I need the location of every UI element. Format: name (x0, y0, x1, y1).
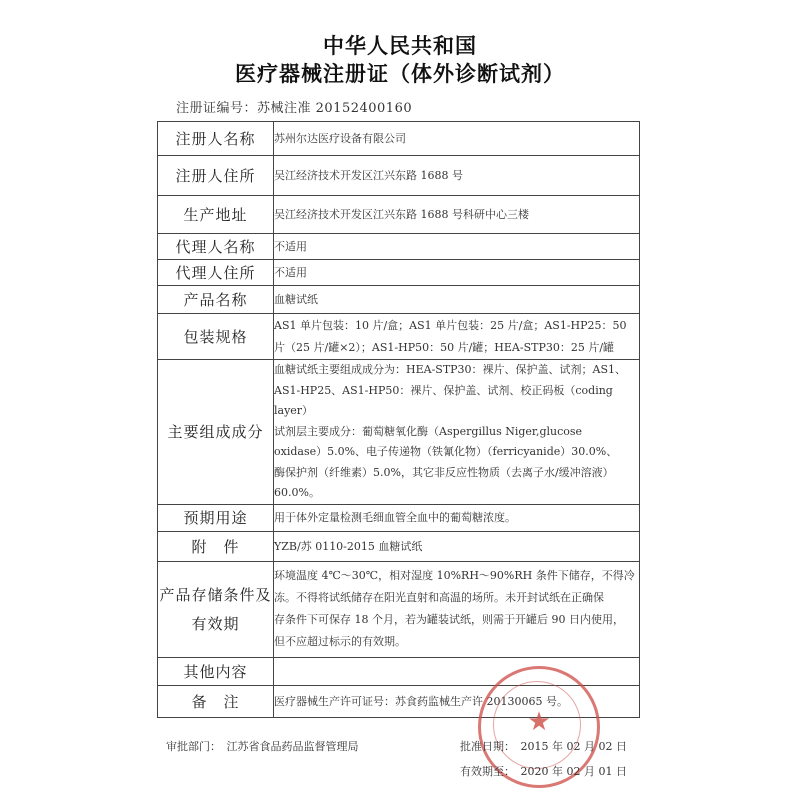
packaging-line: AS1 单片包装：10 片/盒；AS1 单片包装：25 片/盒；AS1-HP25：50 (274, 318, 627, 332)
storage-label-line: 产品存储条件及 (159, 586, 272, 604)
label-agent-name: 代理人名称 (158, 234, 274, 260)
composition-line: 血糖试纸主要组成成分为：HEA-STP30：裸片、保护盖、试剂；AS1、 (274, 363, 627, 376)
label-production-address: 生产地址 (158, 196, 274, 234)
row-agent-address (158, 260, 640, 286)
issuing-authority: 审批部门： 江苏省食品药品监督管理局 (166, 740, 359, 753)
row-product-name (158, 286, 640, 314)
certificate-title: 医疗器械注册证（体外诊断试剂） (235, 61, 565, 86)
storage-line: 冻。不得将试纸储存在阳光直射和高温的场所。未开封试纸在正确保 (274, 591, 604, 604)
value-composition (274, 360, 640, 505)
value-intended-use: 用于体外定量检测毛细血管全血中的葡萄糖浓度。 (274, 504, 640, 531)
value-packaging (274, 314, 640, 360)
row-packaging (158, 314, 640, 360)
approval-date: 批准日期： 2015 年 02 月 02 日 (460, 740, 627, 753)
composition-line: 酶保护剂（纤维素）5.0%，其它非反应性物质（去离子水/缓冲溶液） (274, 465, 614, 479)
value-agent-address: 不适用 (274, 260, 640, 286)
composition-line: AS1-HP25、AS1-HP50：裸片、保护盖、试剂、校正码板（coding layer） (274, 383, 613, 417)
storage-label-line: 有效期 (191, 615, 240, 633)
label-agent-address: 代理人住所 (158, 260, 274, 286)
composition-line: 试剂层主要成分：葡萄糖氧化酶（Aspergillus Niger,glucose (274, 424, 583, 438)
storage-line: 但不应超过标示的有效期。 (274, 635, 406, 648)
row-attachment (158, 531, 640, 561)
label-registrant-address: 注册人住所 (158, 156, 274, 196)
label-storage-validity (158, 561, 274, 657)
row-composition (158, 360, 640, 505)
value-remarks: 医疗器械生产许可证号：苏食药监械生产许 20130065 号。 (274, 685, 640, 717)
row-registrant-address (158, 156, 640, 196)
label-product-name: 产品名称 (158, 286, 274, 314)
label-registrant-name: 注册人名称 (158, 122, 274, 156)
value-attachment: YZB/苏 0110-2015 血糖试纸 (274, 531, 640, 561)
row-intended-use (158, 504, 640, 531)
label-attachment: 附 件 (158, 531, 274, 561)
composition-line: 60.0%。 (274, 486, 320, 499)
storage-line: 存条件下可保存 18 个月，若为罐装试纸，则需于开罐后 90 日内使用， (274, 613, 624, 626)
seal-star-icon: ★ (527, 707, 551, 737)
row-registrant-name (158, 122, 640, 156)
value-agent-name: 不适用 (274, 234, 640, 260)
row-production-address (158, 196, 640, 234)
composition-line: oxidase）5.0%、电子传递物（铁氰化物）（ferricyanide）30.0%、 (274, 445, 618, 458)
value-product-name: 血糖试纸 (274, 286, 640, 314)
value-production-address: 吴江经济技术开发区江兴东路 1688 号科研中心三楼 (274, 196, 640, 234)
packaging-line: 片（25 片/罐×2）；AS1-HP50：50 片/罐；HEA-STP30：25 片/罐 (274, 340, 615, 354)
label-other-content: 其他内容 (158, 657, 274, 685)
value-other-content (274, 657, 640, 685)
label-composition: 主要组成成分 (158, 360, 274, 505)
label-intended-use: 预期用途 (158, 504, 274, 531)
label-remarks: 备 注 (158, 685, 274, 717)
value-registrant-name: 苏州尔达医疗设备有限公司 (274, 122, 640, 156)
certificate-table (157, 121, 640, 718)
value-storage-validity (274, 561, 640, 657)
row-agent-name (158, 234, 640, 260)
value-registrant-address: 吴江经济技术开发区江兴东路 1688 号 (274, 156, 640, 196)
registration-number: 注册证编号：苏械注准 20152400160 (176, 101, 413, 116)
valid-until-date: 有效期至： 2020 年 02 月 01 日 (460, 765, 627, 778)
storage-line: 环境温度 4℃～30℃，相对湿度 10%RH～90%RH 条件下储存，不得冷 (274, 569, 635, 582)
row-storage-validity (158, 561, 640, 657)
certificate-country-title: 中华人民共和国 (323, 33, 477, 58)
label-packaging: 包装规格 (158, 314, 274, 360)
